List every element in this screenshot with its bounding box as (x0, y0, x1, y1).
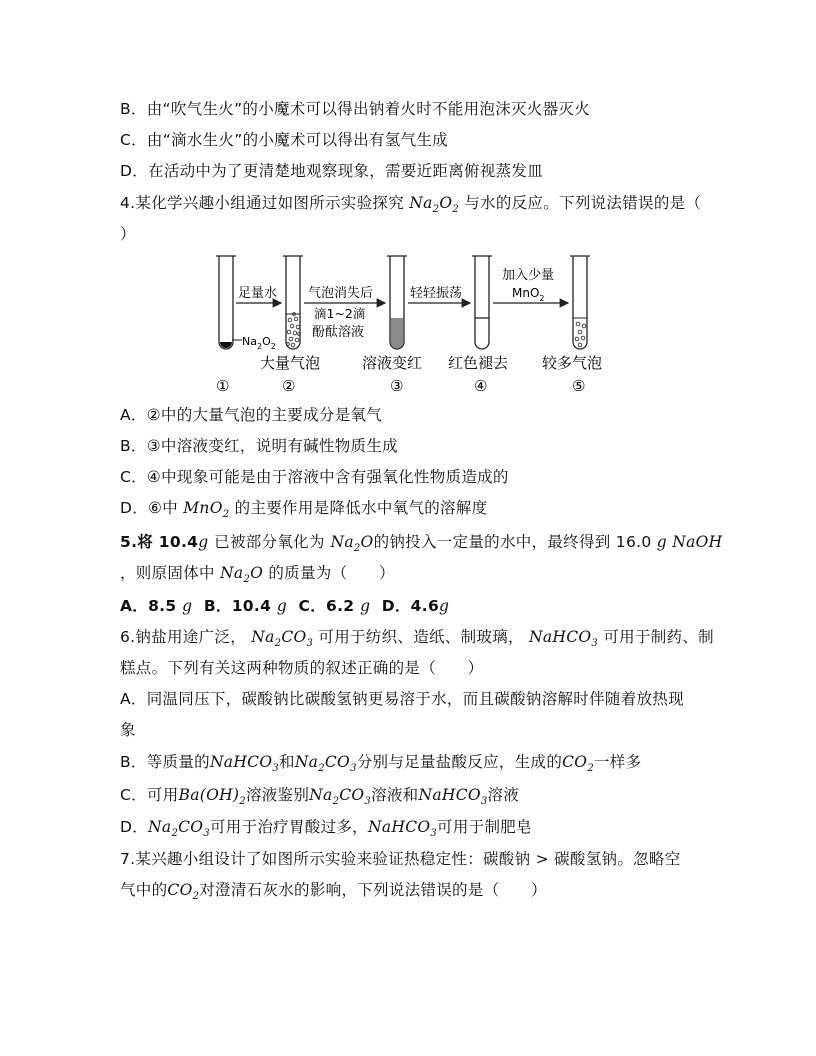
option-6b: B．等质量的NaHCO$_3$和$Na_2CO_3$分别与足量盐酸反应，生成的$CO_2$一样多 (120, 753, 642, 775)
tube-4 (472, 256, 492, 349)
option-5c: C．6.2 g (298, 597, 371, 615)
arrow-4-label-2: MnO$_2$ (512, 286, 545, 303)
option-6c: C．可用$Ba(OH)_2$溶液鉴别$Na_2CO_3$溶液和NaHCO$_3$溶液 (120, 786, 520, 808)
question-5: 5.将 10.4g 已被部分氧化为 $Na_2O$的钠投入一定量的水中，最终得到 16.0 g NaOH (120, 533, 723, 555)
na2o2-label: $Na_2O_2$ (242, 335, 276, 351)
option-6a: A．同温同压下，碳酸钠比碳酸氢钠更易溶于水，而且碳酸钠溶解时伴随着放热现 (120, 690, 684, 708)
label-5: ⑤ (572, 377, 586, 395)
arrow-1-label: 足量水 (238, 286, 278, 301)
question-4-cont: ） (120, 225, 136, 243)
tube-1 (216, 256, 236, 349)
option-5d: D．4.6g (381, 597, 450, 615)
question-6: 6.钠盐用途广泛， $Na_2CO_3$ 可用于纺织、造纸、制玻璃， NaHCO$_3$ 可用于制药、制 (120, 628, 714, 650)
label-3: ③ (390, 377, 404, 395)
label-1: ① (216, 377, 230, 395)
formula-na2o2: $Na_2O_2$ (409, 194, 459, 216)
caption-4: 红色褪去 (448, 354, 509, 372)
option-3b: B．由“吹气生火”的小魔术可以得出钠着火时不能用泡沫灭火器灭火 (120, 100, 590, 118)
arrow-4-label-1: 加入少量 (502, 268, 555, 283)
arrow-2-label-3: 酚酞溶液 (312, 325, 365, 340)
test-tube-diagram (212, 252, 622, 397)
arrow-3-label: 轻轻振荡 (410, 286, 463, 301)
option-6a-cont: 象 (120, 721, 136, 739)
option-6d: D．$Na_2CO_3$可用于治疗胃酸过多，NaHCO$_3$可用于制肥皂 (120, 818, 532, 840)
option-5b: B．10.4 g (203, 597, 288, 615)
arrow-2-label-2: 滴1~2滴 (314, 306, 366, 321)
bubbles-tube-2 (287, 313, 301, 347)
option-3d: D．在活动中为了更清楚地观察现象，需要近距离俯视蒸发皿 (120, 162, 544, 180)
question-4-text: 4.某化学兴趣小组通过如图所示实验探究 (120, 194, 404, 212)
option-4c: C．④中现象可能是由于溶液中含有强氧化性物质造成的 (120, 468, 509, 486)
label-4: ④ (474, 377, 488, 395)
formula-mno2: MnO$_2$ (183, 499, 230, 521)
question-6-cont: 糕点。下列有关这两种物质的叙述正确的是（ ） (120, 659, 484, 677)
question-4-text-end: 与水的反应。下列说法错误的是（ (464, 194, 702, 212)
option-4b: B．③中溶液变红，说明有碱性物质生成 (120, 437, 398, 455)
tube-5 (570, 256, 590, 349)
question-4 (120, 191, 701, 215)
caption-5: 较多气泡 (542, 354, 603, 372)
question-5-options (120, 594, 449, 616)
arrow-2-label-1: 气泡消失后 (308, 286, 374, 301)
option-4d: D．⑥中 MnO$_2$ 的主要作用是降低水中氧气的溶解度 (120, 499, 488, 521)
option-3c: C．由“滴水生火”的小魔术可以得出有氢气生成 (120, 131, 448, 149)
option-5a: A．8.5 g (120, 597, 193, 615)
question-5-cont: ，则原固体中 $Na_2O$ 的质量为（ ） (120, 564, 395, 586)
question-7: 7.某兴趣小组设计了如图所示实验来验证热稳定性：碳酸钠 > 碳酸氢钠。忽略空 (120, 850, 681, 868)
option-4a: A．②中的大量气泡的主要成分是氧气 (120, 406, 383, 424)
red-solution (391, 318, 404, 348)
caption-2: 大量气泡 (260, 354, 321, 372)
caption-3: 溶液变红 (362, 354, 423, 372)
bubbles-tube-5 (575, 322, 586, 347)
label-2: ② (282, 377, 296, 395)
question-7-cont: 气中的$CO_2$对澄清石灰水的影响，下列说法错误的是（ ） (120, 881, 547, 903)
